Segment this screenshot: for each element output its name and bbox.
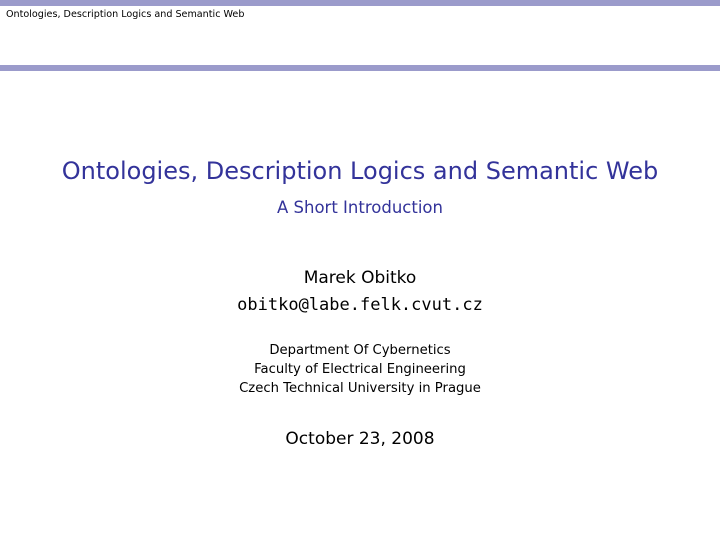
slide-subtitle: A Short Introduction [277,198,443,217]
author-name: Marek Obitko [303,268,417,288]
header-top-bar [0,0,720,6]
presentation-date: October 23, 2008 [285,429,435,449]
header-bottom-bar [0,65,720,71]
institute-faculty: Faculty of Electrical Engineering [254,362,466,377]
slide-title: Ontologies, Description Logics and Semantic Web [61,157,659,185]
author-email: obitko@labe.felk.cvut.cz [237,295,483,315]
institute-department: Department Of Cybernetics [269,343,451,358]
header-presentation-title: Ontologies, Description Logics and Semantic Web [6,9,245,20]
institute-university: Czech Technical University in Prague [239,381,481,396]
